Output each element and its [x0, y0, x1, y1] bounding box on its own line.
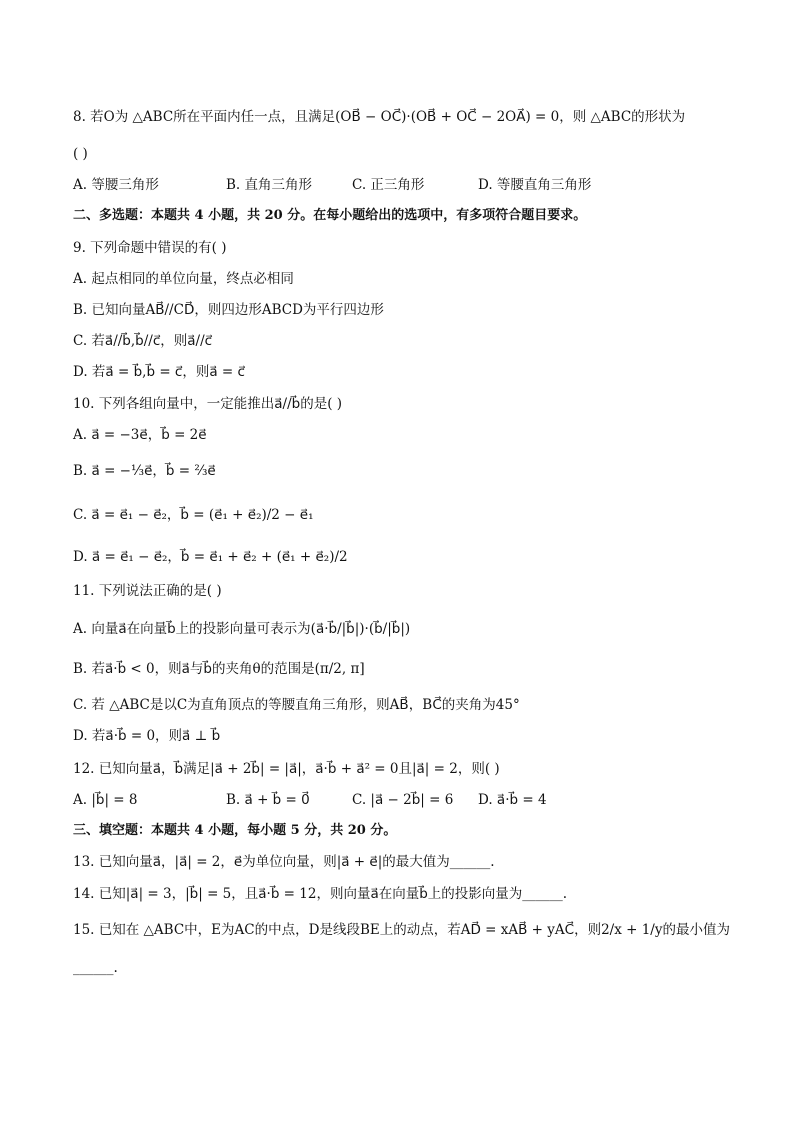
q10-option-c: C. a⃗ = e⃗₁ − e⃗₂，b⃗ = (e⃗₁ + e⃗₂)/2 − e⃗₁	[73, 507, 314, 523]
section-2-heading: 二、多选题：本题共 4 小题，共 20 分。在每小题给出的选项中，有多项符合题目要求。	[73, 208, 587, 223]
q11-option-a: A. 向量a⃗在向量b⃗上的投影向量可表示为(a⃗·b⃗/|b⃗|)·(b⃗/|b⃗|)	[73, 621, 411, 637]
q9-stem: 9. 下列命题中错误的有( )	[73, 240, 227, 256]
q8-option-d: D. 等腰直角三角形	[478, 177, 592, 193]
q9-option-a: A. 起点相同的单位向量，终点必相同	[73, 271, 294, 287]
q15-blank: ______.	[73, 960, 118, 976]
q8-paren: ( )	[73, 146, 88, 162]
q9-option-c: C. 若a⃗//b⃗,b⃗//c⃗，则a⃗//c⃗	[73, 333, 213, 349]
q9-option-b: B. 已知向量AB⃗//CD⃗，则四边形ABCD为平行四边形	[73, 302, 384, 318]
q15-stem: 15. 已知在 △ABC中，E为AC的中点，D是线段BE上的动点，若AD⃗ = xAB⃗ + yAC⃗，则2/x + 1/y的最小值为	[73, 922, 730, 938]
q11-option-d: D. 若a⃗·b⃗ = 0，则a⃗ ⊥ b⃗	[73, 728, 221, 744]
q9-option-d: D. 若a⃗ = b⃗,b⃗ = c⃗，则a⃗ = c⃗	[73, 364, 245, 380]
q8-option-b: B. 直角三角形	[226, 177, 313, 193]
q12-option-a: A. |b⃗| = 8	[73, 792, 138, 808]
q13-stem: 13. 已知向量a⃗，|a⃗| = 2，e⃗为单位向量，则|a⃗ + e⃗|的最大值为______.	[73, 854, 495, 870]
q10-option-b: B. a⃗ = −⅓e⃗，b⃗ = ⅔e⃗	[73, 463, 216, 479]
q11-option-b: B. 若a⃗·b⃗ < 0，则a⃗与b⃗的夹角θ的范围是(π/2, π]	[73, 661, 365, 677]
q12-stem: 12. 已知向量a⃗，b⃗满足|a⃗ + 2b⃗| = |a⃗|，a⃗·b⃗ + a⃗² = 0且|a⃗| = 2，则( )	[73, 761, 500, 777]
q10-option-a: A. a⃗ = −3e⃗，b⃗ = 2e⃗	[73, 427, 207, 443]
q8-option-c: C. 正三角形	[352, 177, 425, 193]
q14-stem: 14. 已知|a⃗| = 3，|b⃗| = 5，且a⃗·b⃗ = 12，则向量a⃗在向量b⃗上的投影向量为______.	[73, 886, 568, 902]
q8-stem: 8. 若O为 △ABC所在平面内任一点，且满足(OB⃗ − OC⃗)·(OB⃗ + OC⃗ − 2OA⃗) = 0，则 △ABC的形状为	[73, 109, 686, 125]
section-3-heading: 三、填空题：本题共 4 小题，每小题 5 分，共 20 分。	[73, 823, 397, 838]
q12-option-c: C. |a⃗ − 2b⃗| = 6	[352, 792, 454, 808]
q10-stem: 10. 下列各组向量中，一定能推出a⃗//b⃗的是( )	[73, 396, 343, 412]
q8-option-a: A. 等腰三角形	[73, 177, 159, 193]
q10-option-d: D. a⃗ = e⃗₁ − e⃗₂，b⃗ = e⃗₁ + e⃗₂ + (e⃗₁ + e⃗₂)/2	[73, 549, 348, 565]
q11-stem: 11. 下列说法正确的是( )	[73, 583, 222, 599]
q12-option-d: D. a⃗·b⃗ = 4	[478, 792, 547, 808]
q12-option-b: B. a⃗ + b⃗ = 0⃗	[226, 792, 310, 808]
q11-option-c: C. 若 △ABC是以C为直角顶点的等腰直角三角形，则AB⃗，BC⃗的夹角为45°	[73, 697, 520, 713]
